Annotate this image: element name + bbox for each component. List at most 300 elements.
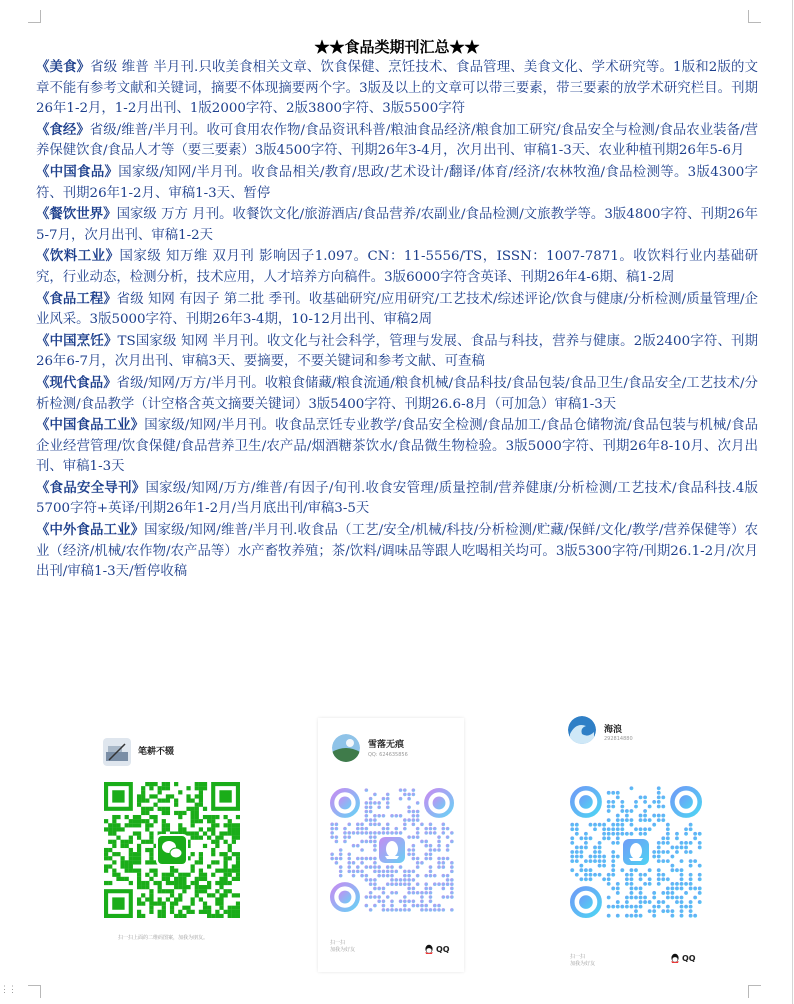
qr-module [149, 831, 153, 835]
qr-module [153, 869, 157, 873]
qr-module [182, 885, 186, 889]
qr-module [145, 798, 149, 802]
qr-module [141, 790, 145, 794]
journal-entry [36, 162, 758, 204]
qr-module [360, 870, 364, 874]
qr-module [162, 782, 166, 786]
qr-module [191, 897, 195, 901]
qr-module [620, 800, 624, 804]
qr-module [450, 887, 454, 891]
qr-module [215, 823, 219, 827]
qr-module [390, 900, 394, 904]
qr-module [377, 887, 381, 891]
qr-module [141, 885, 145, 889]
qr-module [639, 814, 643, 818]
qr-module [684, 841, 688, 845]
qr-module [166, 811, 170, 815]
qr-module [145, 848, 149, 852]
qr-module [224, 893, 228, 897]
crop-mark-top-right [748, 10, 761, 23]
qr-module [680, 846, 684, 850]
qr-module [129, 819, 133, 823]
qr-module [215, 815, 219, 819]
qr-module [373, 882, 377, 886]
qr-module [211, 819, 215, 823]
qr-module [133, 815, 137, 819]
qr-module [639, 832, 643, 836]
qr-module [236, 902, 240, 906]
qr-module [211, 914, 215, 918]
qr-module [399, 814, 403, 818]
qr-module [648, 877, 652, 881]
qr-module [399, 831, 403, 835]
qr-module [166, 786, 170, 790]
qr-module [174, 914, 178, 918]
qr-module [407, 848, 411, 852]
qr-module [149, 860, 153, 864]
qr-module [365, 840, 369, 844]
qr-finder [672, 788, 699, 815]
qr-module [611, 823, 615, 827]
qr-module [145, 873, 149, 877]
qr-module [170, 893, 174, 897]
qr-module [450, 831, 454, 835]
qr-module [689, 823, 693, 827]
qr-module [145, 881, 149, 885]
qr-module [137, 794, 141, 798]
qr-module [120, 864, 124, 868]
qr-module [129, 869, 133, 873]
qr-module [149, 786, 153, 790]
qr-module [675, 882, 679, 886]
qr-module [602, 827, 606, 831]
qr-module [403, 870, 407, 874]
qr-module [149, 823, 153, 827]
qr-module [116, 873, 120, 877]
qr-module [228, 914, 232, 918]
qr-module [403, 818, 407, 822]
qr-module [607, 905, 611, 909]
qr-module [369, 797, 373, 801]
qr-module [630, 873, 634, 877]
qr-module [386, 831, 390, 835]
qr-module [162, 823, 166, 827]
qr-module [630, 896, 634, 900]
qr-module [360, 827, 364, 831]
qr-module [424, 857, 428, 861]
qr-module [343, 831, 347, 835]
qr-module [693, 836, 697, 840]
qr-module [149, 869, 153, 873]
qr-module [390, 870, 394, 874]
qr-module [442, 895, 446, 899]
qr-module [211, 848, 215, 852]
qr-module [657, 786, 661, 790]
qr-module [178, 790, 182, 794]
qr-module [224, 831, 228, 835]
qr-module [403, 878, 407, 882]
qr-module [416, 835, 420, 839]
qr-module [412, 852, 416, 856]
qr-module [602, 855, 606, 859]
qr-module [352, 831, 356, 835]
qr-module [166, 807, 170, 811]
qr-module [616, 814, 620, 818]
qr-module [412, 818, 416, 822]
qr-module [211, 840, 215, 844]
qr-module [386, 895, 390, 899]
qr-module [182, 873, 186, 877]
qr-module [158, 914, 162, 918]
qr-module [174, 798, 178, 802]
qr-module [207, 906, 211, 910]
qr-module [195, 803, 199, 807]
qr-module [386, 827, 390, 831]
qr-module [657, 850, 661, 854]
journal-details: TS国家级 知网 半月刊。收文化与社会科学，管理与发展、食品与科技，营养与健康。2版2400字符、刊期26年6-7月，次月出刊、审稿3天、要摘要，不要关键词和参考文献、可查稿 [36, 333, 759, 370]
qr-module [149, 897, 153, 901]
qr-finder [572, 788, 599, 815]
qr-module [125, 840, 129, 844]
qr-module [133, 852, 137, 856]
qr-module [424, 874, 428, 878]
qr-module [356, 831, 360, 835]
qr-module [141, 893, 145, 897]
qr-module [689, 900, 693, 904]
qr-module [593, 855, 597, 859]
qr-module [407, 793, 411, 797]
qr-module [191, 852, 195, 856]
qr-module [137, 831, 141, 835]
qr-module [170, 889, 174, 893]
qr-module [211, 893, 215, 897]
qr-module [643, 814, 647, 818]
qr-module [643, 832, 647, 836]
qr-module [369, 882, 373, 886]
qr-module [657, 805, 661, 809]
qr-module [429, 827, 433, 831]
qr-module [689, 887, 693, 891]
journal-name: 《现代食品》 [36, 374, 117, 391]
qr-module [224, 860, 228, 864]
qr-module [416, 801, 420, 805]
qr-module [207, 885, 211, 889]
qr-module [195, 786, 199, 790]
qr-module [195, 811, 199, 815]
qr-module [450, 891, 454, 895]
qr-module [450, 840, 454, 844]
qr-module [224, 852, 228, 856]
qr-module [593, 873, 597, 877]
qr-module [178, 910, 182, 914]
qr-module [416, 857, 420, 861]
qr-module [625, 914, 629, 918]
qr-module [149, 889, 153, 893]
qr-module [671, 846, 675, 850]
qr-module [373, 844, 377, 848]
qr-module [133, 823, 137, 827]
qr-module [339, 852, 343, 856]
qr-module [661, 900, 665, 904]
qr-module [607, 791, 611, 795]
qr-module [153, 819, 157, 823]
qr-module [120, 844, 124, 848]
qr-module [199, 786, 203, 790]
qr-module [182, 881, 186, 885]
qr-module [437, 882, 441, 886]
qr-module [671, 855, 675, 859]
qr-module [416, 904, 420, 908]
qr-module [343, 827, 347, 831]
qr-module [630, 877, 634, 881]
qr-module [224, 864, 228, 868]
qr-module [104, 819, 108, 823]
qr-module [129, 836, 133, 840]
qr-module [570, 827, 574, 831]
qr-module [203, 910, 207, 914]
qr-module [657, 818, 661, 822]
qr-module [424, 852, 428, 856]
qr-module [137, 844, 141, 848]
qr-module [634, 909, 638, 913]
qr-module [195, 877, 199, 881]
qr-module [671, 882, 675, 886]
qr-module [684, 891, 688, 895]
qr-module [661, 795, 665, 799]
qr-module [149, 906, 153, 910]
qr-module [450, 908, 454, 912]
qr-module [112, 819, 116, 823]
qr-module [347, 870, 351, 874]
qr-module [149, 902, 153, 906]
qr-module [162, 914, 166, 918]
qr-module [625, 896, 629, 900]
qr-module [424, 827, 428, 831]
qr-module [166, 877, 170, 881]
qr-module [232, 852, 236, 856]
qr-module [112, 873, 116, 877]
qr-module [394, 827, 398, 831]
qr-module [680, 914, 684, 918]
qr-module [652, 823, 656, 827]
qr-module [199, 877, 203, 881]
qr-module [170, 910, 174, 914]
qr-module [377, 801, 381, 805]
qr-module [437, 835, 441, 839]
qr-module [219, 885, 223, 889]
journal-entry [36, 415, 758, 478]
qr-module [120, 877, 124, 881]
qr-module [178, 823, 182, 827]
qr-module [412, 814, 416, 818]
qr-module [108, 848, 112, 852]
qr-module [228, 819, 232, 823]
qr-module [639, 905, 643, 909]
qr-module [625, 809, 629, 813]
qr-module [433, 848, 437, 852]
qr-module [666, 823, 670, 827]
qr-module [125, 860, 129, 864]
qr-module [648, 900, 652, 904]
qr-module [643, 795, 647, 799]
qr-module [129, 860, 133, 864]
qr-module [224, 815, 228, 819]
qr-module [607, 809, 611, 813]
qr-module [369, 805, 373, 809]
qr-module [203, 906, 207, 910]
qr-module [390, 904, 394, 908]
qr-module [390, 874, 394, 878]
qr-module [598, 864, 602, 868]
qr-module [437, 844, 441, 848]
qr-module [373, 904, 377, 908]
qr-module [620, 805, 624, 809]
qr-module [407, 835, 411, 839]
qr-module [407, 852, 411, 856]
qr-module [442, 827, 446, 831]
qr-module [634, 914, 638, 918]
qr-module [224, 856, 228, 860]
qr-module [412, 904, 416, 908]
qr-module [199, 869, 203, 873]
qr-module [129, 864, 133, 868]
qr-module [689, 864, 693, 868]
qr-module [207, 815, 211, 819]
qr-module [137, 852, 141, 856]
qr-module [174, 881, 178, 885]
qr-module [611, 850, 615, 854]
qr-module [652, 814, 656, 818]
qr-module [407, 878, 411, 882]
qr-module [330, 827, 334, 831]
qr-module [598, 846, 602, 850]
qr-module [620, 818, 624, 822]
qr-module [429, 874, 433, 878]
qr-module [652, 800, 656, 804]
qr-module [137, 798, 141, 802]
qr-module [170, 906, 174, 910]
qr-module [570, 823, 574, 827]
qr-module [228, 873, 232, 877]
qr-module [584, 877, 588, 881]
qr-module [199, 836, 203, 840]
qr-module [182, 811, 186, 815]
qr-module [429, 857, 433, 861]
qr-module [661, 818, 665, 822]
qr-module [630, 818, 634, 822]
qr-module [199, 790, 203, 794]
qr-module [652, 909, 656, 913]
qr-module [137, 885, 141, 889]
qr-module [689, 882, 693, 886]
qr-module [424, 904, 428, 908]
qr-module [125, 864, 129, 868]
qr-module [661, 841, 665, 845]
qr-module [675, 836, 679, 840]
qr-module [112, 840, 116, 844]
qr-module [365, 818, 369, 822]
qr-module [684, 850, 688, 854]
qr-module [386, 874, 390, 878]
qr-module [602, 864, 606, 868]
qq2-footer: 扫一扫 加我为好友 [570, 954, 596, 967]
qr-module [149, 807, 153, 811]
qr-module [203, 844, 207, 848]
qr-module [403, 908, 407, 912]
qr-module [625, 832, 629, 836]
qr-module [399, 788, 403, 792]
qr-module [630, 914, 634, 918]
qr-module [199, 860, 203, 864]
qr-module [634, 887, 638, 891]
qr-module [137, 902, 141, 906]
qr-module [365, 801, 369, 805]
qr-module [335, 823, 339, 827]
qr-module [399, 882, 403, 886]
qr-module [661, 909, 665, 913]
qr-module [661, 850, 665, 854]
journal-details: 国家级/知网/万方/维普/有因子/旬刊.收食安管理/质量控制/营养健康/分析检测/工艺技术/食品科技.4版5700字符+英译/刊期26年1-2月/当月底出刊/审稿3-5天 [36, 480, 758, 517]
qr-module [684, 882, 688, 886]
qr-module [675, 846, 679, 850]
qr-module [407, 900, 411, 904]
qq1-qr-code[interactable] [330, 788, 454, 912]
qr-module [424, 840, 428, 844]
qr-module [369, 818, 373, 822]
qr-module [382, 891, 386, 895]
qr-module [377, 823, 381, 827]
qr-module [377, 874, 381, 878]
qr-module [442, 861, 446, 865]
qr-module [191, 807, 195, 811]
qr-module [616, 818, 620, 822]
qr-module [199, 910, 203, 914]
qr-module [616, 914, 620, 918]
wechat-qr-code[interactable] [104, 782, 240, 918]
wechat-card [92, 722, 252, 952]
qr-module [579, 877, 583, 881]
qr-module [203, 807, 207, 811]
qr-module [195, 807, 199, 811]
journal-details: 国家级/知网/半月刊。收食品烹饪专业教学/食品安全检测/食品加工/食品仓储物流/食品包装与机械/食品企业经营管理/饮食保健/食品营养卫生/农产品/烟酒糖茶饮水/食品微生物检验。3版5000字符、刊期26年8-10月、次月出刊、审稿1-3天 [36, 418, 759, 475]
qr-module [365, 874, 369, 878]
qr-module [112, 869, 116, 873]
qr-module [616, 841, 620, 845]
qr-module [373, 831, 377, 835]
qr-module [373, 887, 377, 891]
qr-module [203, 885, 207, 889]
qr-module [347, 861, 351, 865]
qr-module [394, 878, 398, 882]
qr-module [442, 865, 446, 869]
qq2-qr-code[interactable] [570, 786, 702, 918]
qr-module [412, 835, 416, 839]
qr-module [652, 905, 656, 909]
wechat-name: 笔耕不辍 [138, 747, 175, 757]
qr-module [224, 869, 228, 873]
qr-module [116, 852, 120, 856]
qr-module [178, 827, 182, 831]
qr-module [442, 874, 446, 878]
qr-module [174, 897, 178, 901]
qr-module [412, 891, 416, 895]
qr-module [602, 823, 606, 827]
qr-module [412, 878, 416, 882]
qr-module [236, 815, 240, 819]
qr-module [178, 877, 182, 881]
qr-module [675, 850, 679, 854]
qr-module [680, 896, 684, 900]
